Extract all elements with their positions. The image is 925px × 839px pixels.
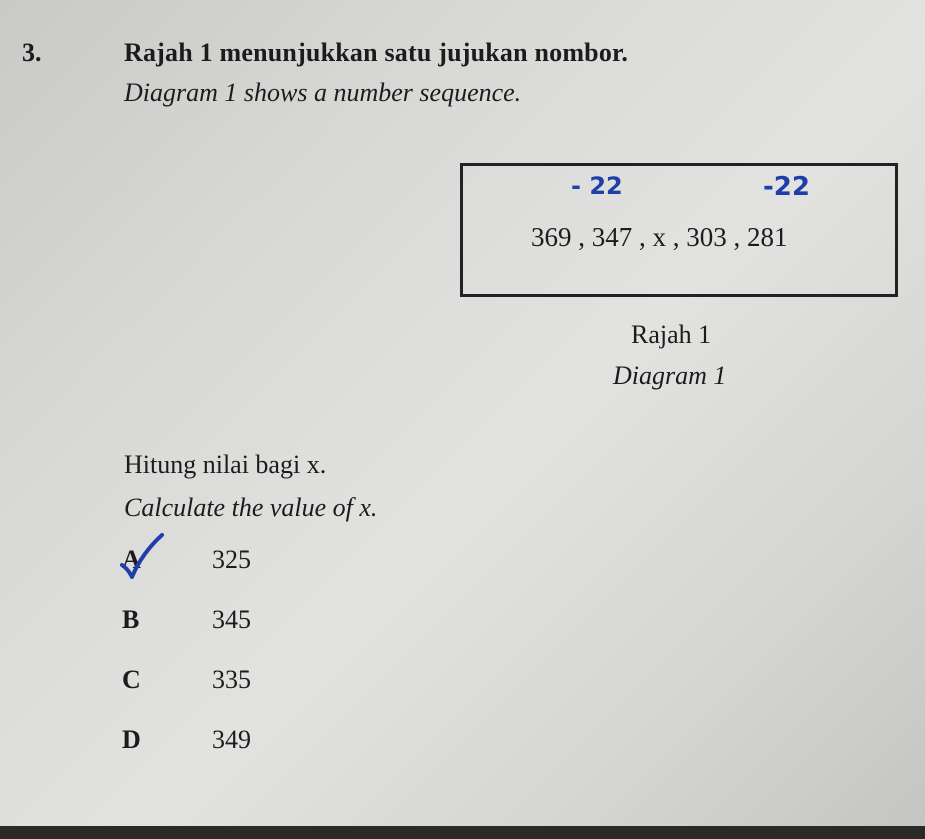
number-sequence: 369 , 347 , x , 303 , 281 bbox=[531, 222, 788, 252]
page-bottom-edge bbox=[0, 826, 925, 839]
instruction-english: Calculate the value of x. bbox=[124, 493, 378, 522]
option-letter: C bbox=[122, 665, 141, 694]
question-text-english: Diagram 1 shows a number sequence. bbox=[124, 78, 522, 107]
sequence-diagram-box bbox=[460, 163, 898, 297]
option-d[interactable] bbox=[122, 725, 322, 759]
question-number: 3. bbox=[22, 38, 42, 67]
question-text-malay: Rajah 1 menunjukkan satu jujukan nombor. bbox=[124, 38, 629, 67]
option-letter: B bbox=[122, 605, 140, 634]
option-value: 335 bbox=[212, 665, 251, 694]
handwritten-difference-1: - 22 bbox=[571, 172, 623, 200]
checkmark-icon bbox=[116, 531, 166, 581]
instruction-malay: Hitung nilai bagi x. bbox=[124, 450, 327, 479]
option-value: 325 bbox=[212, 545, 251, 574]
option-letter: D bbox=[122, 725, 141, 754]
option-value: 349 bbox=[212, 725, 251, 754]
handwritten-difference-2: -22 bbox=[763, 172, 810, 202]
option-c[interactable] bbox=[122, 665, 322, 699]
diagram-caption-english: Diagram 1 bbox=[613, 361, 727, 390]
option-letter: A bbox=[122, 545, 141, 574]
option-a[interactable] bbox=[122, 545, 322, 579]
diagram-caption-malay: Rajah 1 bbox=[631, 320, 712, 349]
option-b[interactable] bbox=[122, 605, 322, 639]
option-value: 345 bbox=[212, 605, 251, 634]
